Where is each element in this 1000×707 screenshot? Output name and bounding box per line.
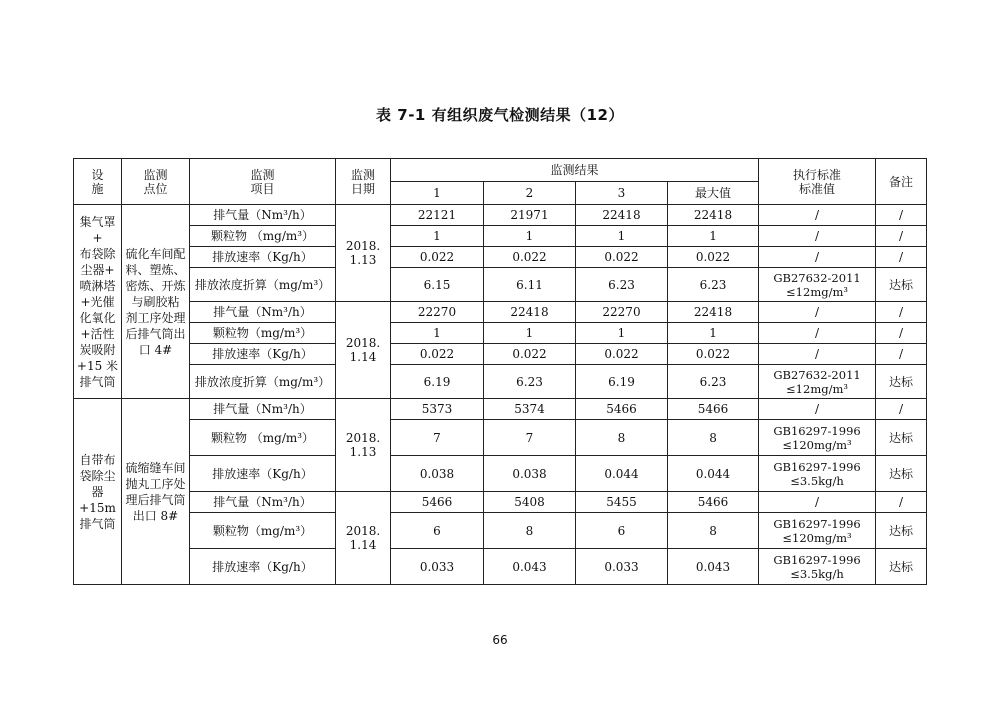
value-cell: 6.19 [576, 365, 668, 399]
header-result-1: 1 [391, 182, 484, 205]
item-cell: 排放速率（Kg/h） [190, 247, 336, 268]
max-cell: 5466 [668, 399, 759, 420]
header-remark: 备注 [876, 159, 927, 205]
header-point: 监测 点位 [122, 159, 190, 205]
item-cell: 颗粒物 （mg/m³） [190, 226, 336, 247]
value-cell: 0.043 [484, 549, 576, 585]
item-cell: 排气量（Nm³/h） [190, 302, 336, 323]
standard-cell: / [759, 302, 876, 323]
max-cell: 8 [668, 420, 759, 456]
table-row [74, 205, 927, 226]
value-cell: 0.038 [484, 456, 576, 492]
exhaust-gas-results-table [73, 158, 927, 585]
standard-cell: GB16297-1996 ≤120mg/m³ [759, 513, 876, 549]
remark-cell: 达标 [876, 268, 927, 302]
standard-cell: / [759, 205, 876, 226]
table-row [74, 302, 927, 323]
point-cell-group2: 硫缩缝车间 抛丸工序处 理后排气筒 出口 8# [122, 399, 190, 585]
value-cell: 0.022 [484, 344, 576, 365]
table-row [74, 365, 927, 399]
max-cell: 22418 [668, 205, 759, 226]
standard-cell: GB16297-1996 ≤3.5kg/h [759, 456, 876, 492]
remark-cell: / [876, 302, 927, 323]
max-cell: 5466 [668, 492, 759, 513]
value-cell: 22270 [391, 302, 484, 323]
value-cell: 6.11 [484, 268, 576, 302]
value-cell: 5455 [576, 492, 668, 513]
value-cell: 6.23 [576, 268, 668, 302]
max-cell: 0.044 [668, 456, 759, 492]
table-row [74, 492, 927, 513]
value-cell: 6.23 [484, 365, 576, 399]
item-cell: 排放速率（Kg/h） [190, 549, 336, 585]
max-cell: 6.23 [668, 268, 759, 302]
value-cell: 1 [484, 226, 576, 247]
value-cell: 7 [391, 420, 484, 456]
standard-cell: GB27632-2011 ≤12mg/m³ [759, 268, 876, 302]
remark-cell: / [876, 492, 927, 513]
value-cell: 22121 [391, 205, 484, 226]
remark-cell: 达标 [876, 549, 927, 585]
standard-cell: GB16297-1996 ≤120mg/m³ [759, 420, 876, 456]
item-cell: 颗粒物（mg/m³） [190, 323, 336, 344]
facility-cell-group1: 集气罩+ 布袋除 尘器+ 喷淋塔 +光催 化氧化 +活性 炭吸附 +15 米 排气筒 [74, 205, 122, 399]
table-row [74, 268, 927, 302]
value-cell: 22418 [484, 302, 576, 323]
table-row [74, 226, 927, 247]
header-facility: 设 施 [74, 159, 122, 205]
value-cell: 5466 [391, 492, 484, 513]
value-cell: 0.033 [391, 549, 484, 585]
standard-cell: / [759, 226, 876, 247]
max-cell: 0.022 [668, 247, 759, 268]
value-cell: 1 [484, 323, 576, 344]
max-cell: 8 [668, 513, 759, 549]
max-cell: 1 [668, 226, 759, 247]
remark-cell: / [876, 399, 927, 420]
item-cell: 排放速率（Kg/h） [190, 456, 336, 492]
header-result-max: 最大值 [668, 182, 759, 205]
date-cell: 2018. 1.14 [336, 302, 391, 399]
value-cell: 5373 [391, 399, 484, 420]
value-cell: 8 [576, 420, 668, 456]
item-cell: 排放浓度折算（mg/m³） [190, 268, 336, 302]
value-cell: 22270 [576, 302, 668, 323]
standard-cell: / [759, 492, 876, 513]
table-row [74, 399, 927, 420]
max-cell: 1 [668, 323, 759, 344]
header-results: 监测结果 [391, 159, 759, 182]
header-date: 监测 日期 [336, 159, 391, 205]
facility-cell-group2: 自带布 袋除尘 器+15m 排气筒 [74, 399, 122, 585]
remark-cell: 达标 [876, 365, 927, 399]
value-cell: 8 [484, 513, 576, 549]
max-cell: 0.043 [668, 549, 759, 585]
standard-cell: / [759, 399, 876, 420]
value-cell: 1 [391, 323, 484, 344]
remark-cell: 达标 [876, 456, 927, 492]
value-cell: 0.022 [391, 247, 484, 268]
value-cell: 22418 [576, 205, 668, 226]
remark-cell: / [876, 323, 927, 344]
max-cell: 22418 [668, 302, 759, 323]
value-cell: 0.022 [576, 247, 668, 268]
standard-cell: GB27632-2011 ≤12mg/m³ [759, 365, 876, 399]
value-cell: 21971 [484, 205, 576, 226]
value-cell: 0.022 [391, 344, 484, 365]
table-row [74, 323, 927, 344]
remark-cell: 达标 [876, 420, 927, 456]
table-row [74, 247, 927, 268]
value-cell: 0.022 [484, 247, 576, 268]
table-row [74, 549, 927, 585]
max-cell: 0.022 [668, 344, 759, 365]
header-result-3: 3 [576, 182, 668, 205]
item-cell: 排放速率（Kg/h） [190, 344, 336, 365]
item-cell: 排气量（Nm³/h） [190, 399, 336, 420]
value-cell: 6.19 [391, 365, 484, 399]
item-cell: 颗粒物（mg/m³） [190, 513, 336, 549]
remark-cell: / [876, 344, 927, 365]
value-cell: 6.15 [391, 268, 484, 302]
remark-cell: 达标 [876, 513, 927, 549]
table-row [74, 456, 927, 492]
table-row [74, 344, 927, 365]
value-cell: 7 [484, 420, 576, 456]
standard-cell: / [759, 247, 876, 268]
value-cell: 5374 [484, 399, 576, 420]
item-cell: 排放浓度折算（mg/m³） [190, 365, 336, 399]
value-cell: 5408 [484, 492, 576, 513]
item-cell: 排气量（Nm³/h） [190, 205, 336, 226]
value-cell: 0.044 [576, 456, 668, 492]
header-result-2: 2 [484, 182, 576, 205]
standard-cell: / [759, 323, 876, 344]
table-row [74, 513, 927, 549]
standard-cell: GB16297-1996 ≤3.5kg/h [759, 549, 876, 585]
point-cell-group1: 硫化车间配 料、塑炼、 密炼、开炼 与刷胶粘 剂工序处理 后排气筒出 口 4# [122, 205, 190, 399]
max-cell: 6.23 [668, 365, 759, 399]
table-row [74, 420, 927, 456]
value-cell: 1 [576, 323, 668, 344]
item-cell: 颗粒物 （mg/m³） [190, 420, 336, 456]
remark-cell: / [876, 247, 927, 268]
remark-cell: / [876, 226, 927, 247]
value-cell: 1 [576, 226, 668, 247]
value-cell: 1 [391, 226, 484, 247]
table-title: 表 7-1 有组织废气检测结果（12） [376, 106, 624, 124]
page-number: 66 [492, 633, 508, 647]
value-cell: 0.033 [576, 549, 668, 585]
date-cell: 2018. 1.14 [336, 492, 391, 585]
value-cell: 0.022 [576, 344, 668, 365]
value-cell: 0.038 [391, 456, 484, 492]
item-cell: 排气量（Nm³/h） [190, 492, 336, 513]
value-cell: 6 [576, 513, 668, 549]
header-item: 监测 项目 [190, 159, 336, 205]
value-cell: 5466 [576, 399, 668, 420]
remark-cell: / [876, 205, 927, 226]
date-cell: 2018. 1.13 [336, 205, 391, 302]
date-cell: 2018. 1.13 [336, 399, 391, 492]
value-cell: 6 [391, 513, 484, 549]
header-standard: 执行标准 标准值 [759, 159, 876, 205]
standard-cell: / [759, 344, 876, 365]
